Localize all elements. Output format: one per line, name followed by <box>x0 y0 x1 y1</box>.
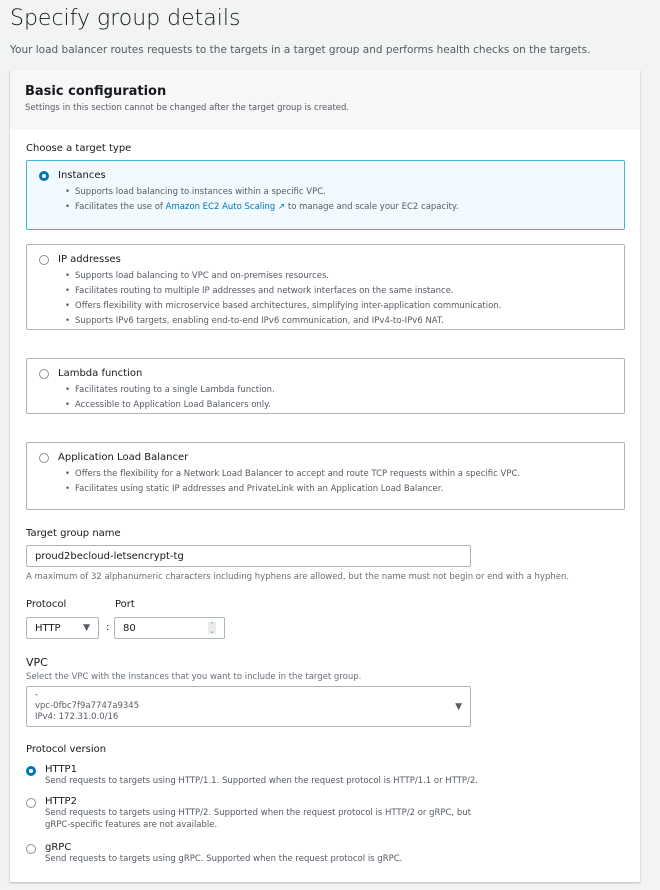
option-bullet: • Offers the flexibility for a Network Load Balancer to accept and route TCP requests within a specific VPC. <box>65 467 612 482</box>
option-label: Application Load Balancer <box>58 452 189 463</box>
option-bullet: • Supports load balancing to instances within a specific VPC. <box>65 185 612 200</box>
separator: : <box>106 622 110 633</box>
protocol-version-label: Protocol version <box>26 744 107 755</box>
vpc-cidr: IPv4: 172.31.0.0/16 <box>35 712 119 722</box>
radio-icon[interactable] <box>26 844 36 854</box>
section-title: Basic configuration <box>25 84 167 99</box>
target-type-label: Choose a target type <box>26 143 132 154</box>
caret-down-icon: ▼ <box>455 701 462 712</box>
port-input[interactable] <box>114 617 225 639</box>
vpc-label: VPC <box>26 656 48 669</box>
basic-configuration-panel <box>10 70 640 882</box>
option-bullet: • Supports load balancing to VPC and on-premises resources. <box>65 269 612 284</box>
option-bullet: • Facilitates routing to a single Lambda function. <box>65 383 612 398</box>
stepper-icon[interactable]: ⌃ ⌄ <box>209 621 215 635</box>
bullet-text: to manage and scale your EC2 capacity. <box>285 202 459 212</box>
vpc-id: vpc-0fbc7f9a7747a9345 <box>35 701 140 711</box>
option-bullet: • Facilitates using static IP addresses and PrivateLink with an Application Load Balancer. <box>65 482 612 497</box>
radio-selected-icon[interactable] <box>26 766 36 776</box>
radio-icon[interactable] <box>26 798 36 808</box>
vpc-hint: Select the VPC with the instances that you want to include in the target group. <box>26 672 362 682</box>
target-type-instances[interactable] <box>26 160 625 230</box>
input-value: 80 <box>123 622 136 634</box>
protocol-version-grpc[interactable] <box>26 842 402 865</box>
target-type-ip-addresses[interactable] <box>26 244 625 330</box>
radio-icon[interactable] <box>39 255 49 265</box>
vpc-select[interactable] <box>26 686 471 727</box>
radio-selected-icon[interactable] <box>39 171 49 181</box>
option-label: HTTP1 <box>45 764 77 775</box>
option-bullet: • Offers flexibility with microservice based architectures, simplifying inter-application communication. <box>65 299 612 314</box>
option-bullet: • Facilitates routing to multiple IP addresses and network interfaces on the same instance. <box>65 284 612 299</box>
target-group-name-label: Target group name <box>26 528 121 539</box>
port-label: Port <box>115 599 135 610</box>
option-description: Send requests to targets using gRPC. Supported when the request protocol is gRPC. <box>45 854 403 864</box>
input-value: proud2becloud-letsencrypt-tg <box>35 550 184 562</box>
ec2-auto-scaling-link[interactable]: Amazon EC2 Auto Scaling <box>165 202 276 212</box>
target-type-lambda[interactable] <box>26 358 625 414</box>
page-title: Specify group details <box>10 6 241 31</box>
section-subtitle: Settings in this section cannot be changed after the target group is created. <box>25 103 350 113</box>
target-group-name-input[interactable] <box>26 545 471 567</box>
vpc-name: - <box>35 690 39 700</box>
protocol-version-http1[interactable] <box>26 764 478 787</box>
external-link-icon: ↗ <box>278 202 286 212</box>
option-description: Send requests to targets using HTTP/2. Supported when the request protocol is HTTP/2 or gRPC, but <box>45 808 471 818</box>
protocol-label: Protocol <box>26 599 67 610</box>
option-bullet: • Supports IPv6 targets, enabling end-to-end IPv6 communication, and IPv4-to-IPv6 NAT. <box>65 314 612 329</box>
option-description: gRPC-specific features are not available. <box>45 820 218 830</box>
option-label: IP addresses <box>58 254 121 265</box>
option-bullet: • Accessible to Application Load Balancers only. <box>65 398 612 413</box>
radio-icon[interactable] <box>39 453 49 463</box>
option-label: Instances <box>58 170 106 181</box>
protocol-select[interactable] <box>26 617 99 639</box>
radio-icon[interactable] <box>39 369 49 379</box>
option-description: Send requests to targets using HTTP/1.1. Supported when the request protocol is HTTP/1.1 or HTTP/2. <box>45 776 479 786</box>
select-value: HTTP <box>35 622 61 634</box>
bullet-text: Facilitates the use of <box>75 202 166 212</box>
caret-down-icon: ▼ <box>83 623 90 633</box>
target-type-alb[interactable] <box>26 442 625 510</box>
protocol-version-http2[interactable] <box>26 796 471 831</box>
target-group-name-hint: A maximum of 32 alphanumeric characters including hyphens are allowed, but the name must not begin or end with a hyphen. <box>26 572 570 582</box>
option-label: gRPC <box>45 842 72 853</box>
page-description: Your load balancer routes requests to the targets in a target group and performs health checks on the targets. <box>10 44 591 56</box>
option-label: Lambda function <box>58 368 143 379</box>
option-label: HTTP2 <box>45 796 77 807</box>
option-bullet <box>65 200 612 215</box>
